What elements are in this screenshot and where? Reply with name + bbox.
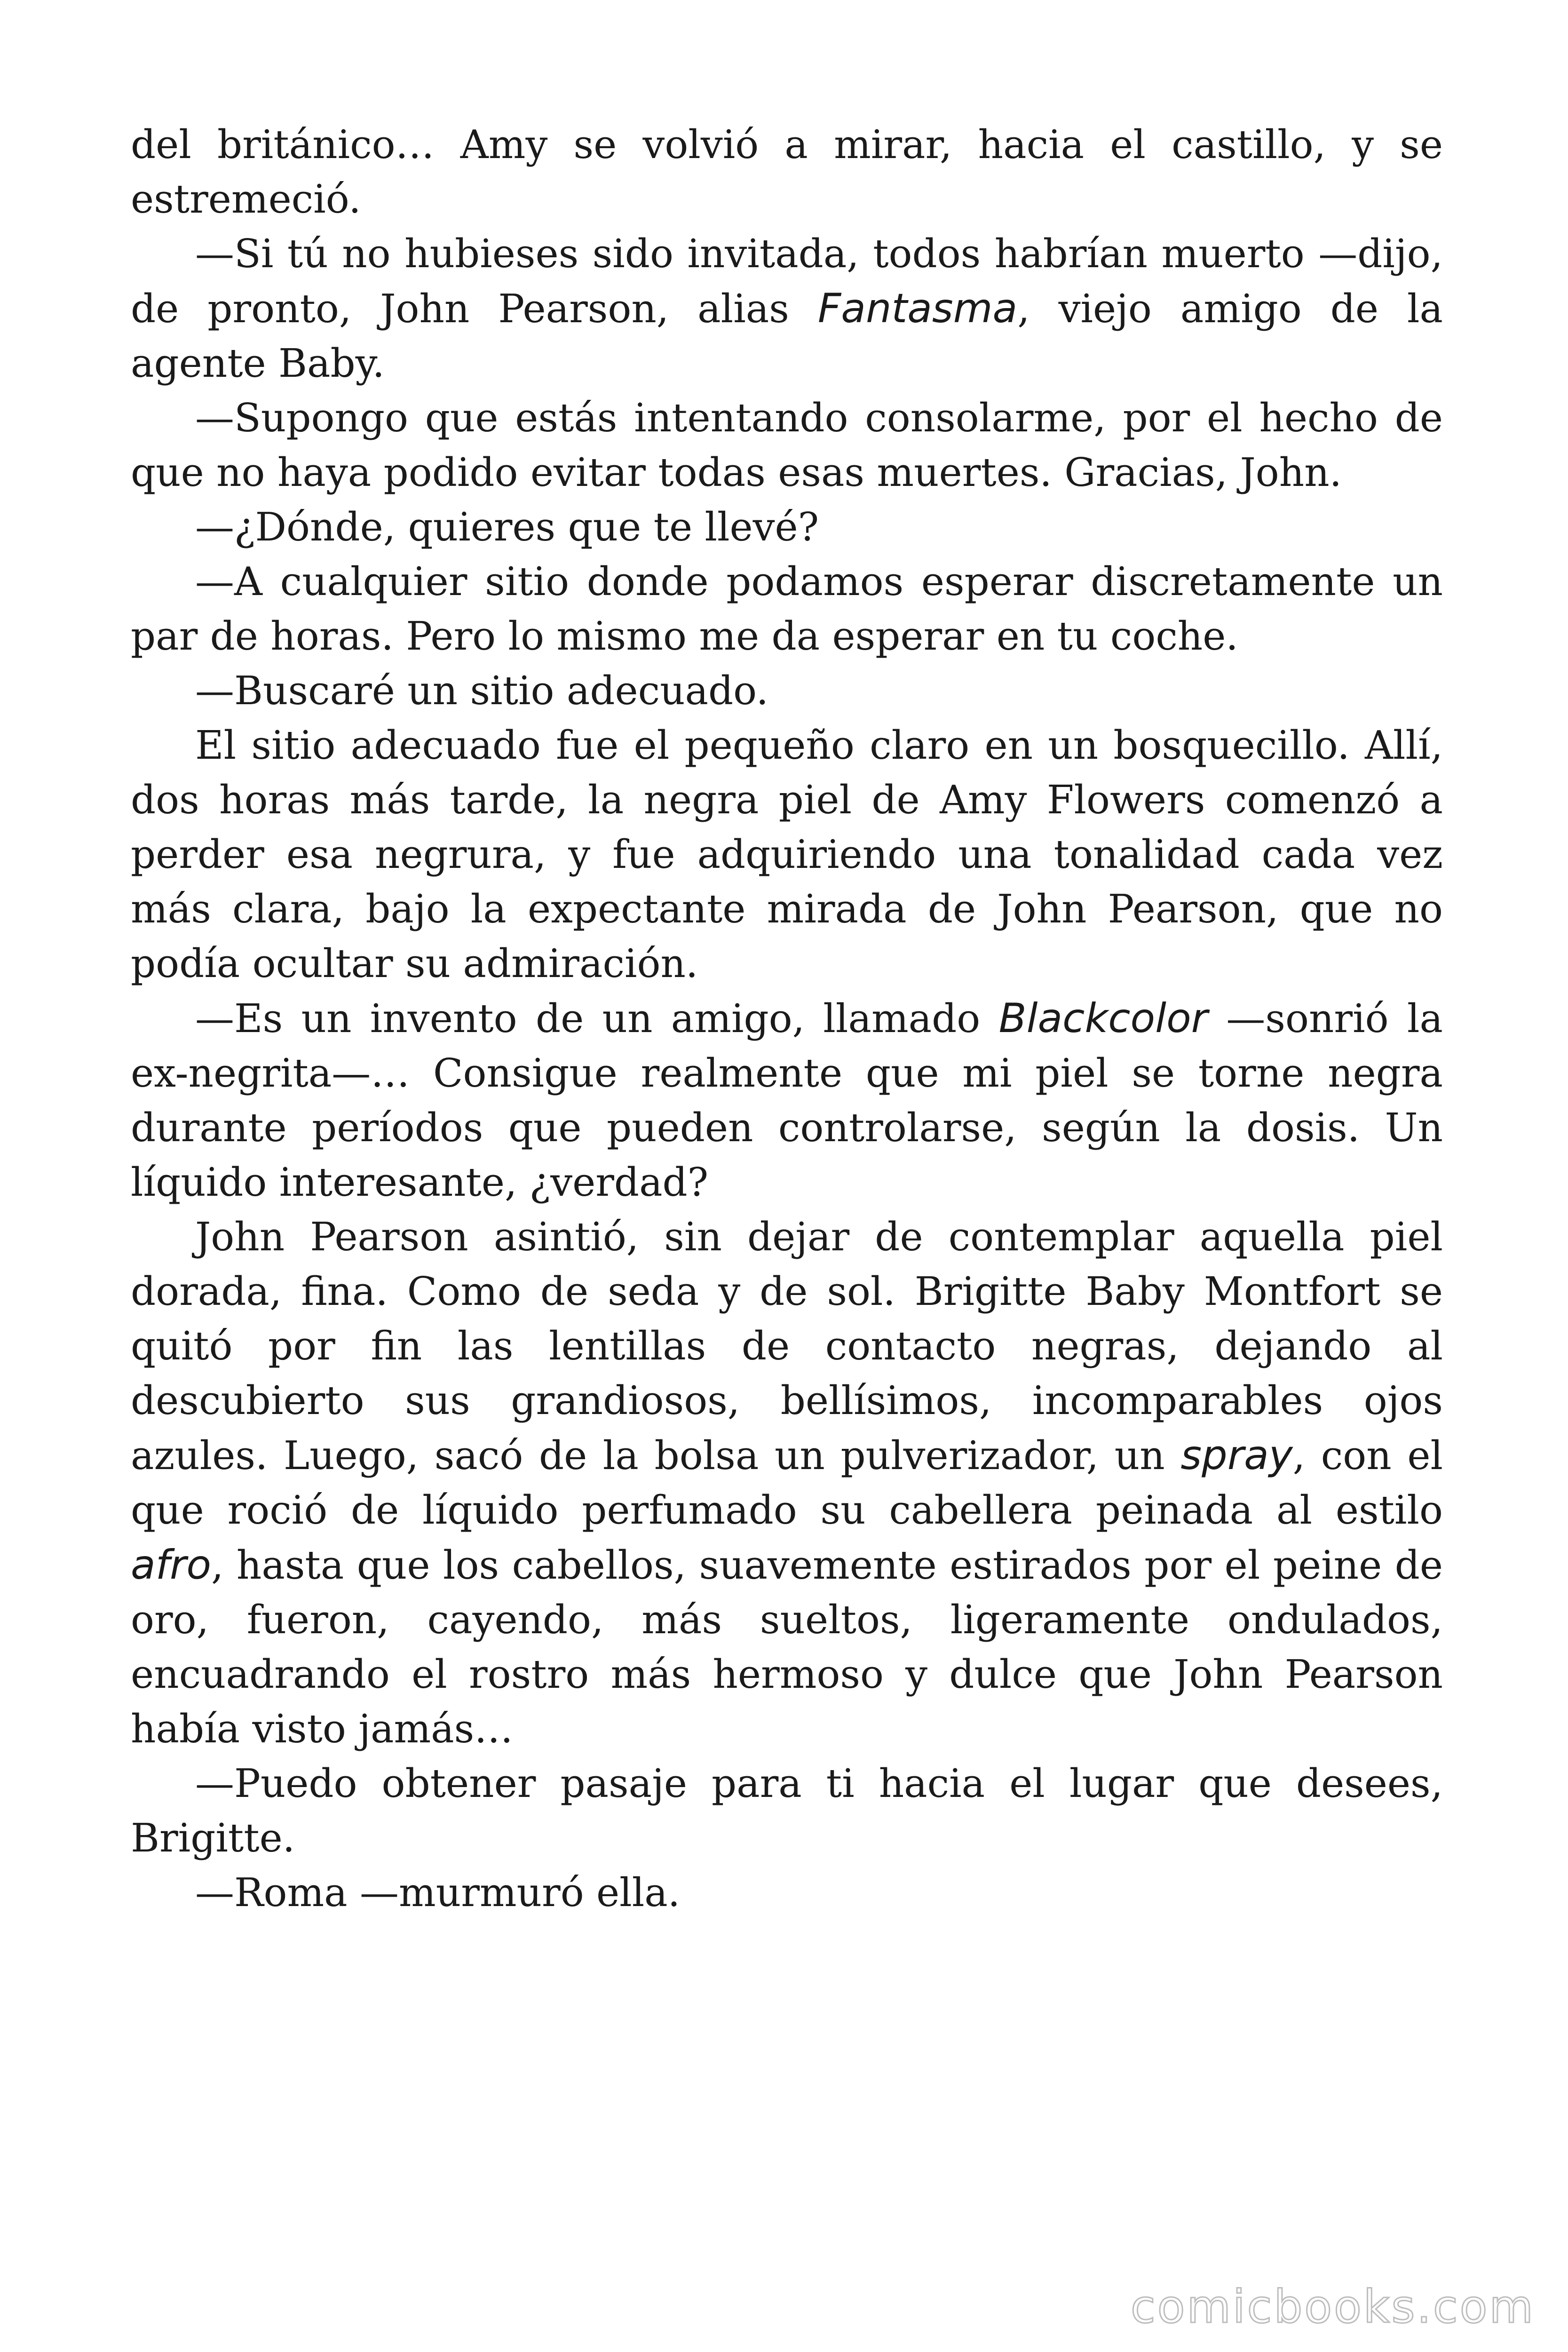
paragraph	[131, 555, 1443, 664]
text-run: —Es un invento de un amigo, llamado	[195, 996, 999, 1041]
text-run: , viejo amigo de la agente Baby.	[131, 286, 1443, 386]
text-run: , con el que roció de líquido perfumado su cabellera peinada al estilo	[131, 1433, 1443, 1533]
text-run: —A cualquier sitio donde podamos esperar discretamente un par de horas. Pero lo mismo me da esperar en tu coche.	[131, 559, 1443, 659]
paragraph	[131, 391, 1443, 500]
paragraph	[131, 718, 1443, 991]
text-run: —¿Dónde, quieres que te llevé?	[195, 504, 819, 550]
paragraph	[131, 227, 1443, 391]
italic-text-run: afro	[131, 1542, 211, 1589]
paragraph	[131, 1756, 1443, 1866]
paragraph	[131, 118, 1443, 227]
text-run: —Puedo obtener pasaje para ti hacia el lugar que desees, Brigitte.	[131, 1761, 1443, 1861]
document-body	[131, 118, 1443, 1920]
italic-text-run: spray	[1180, 1432, 1293, 1479]
text-run: John Pearson asintió, sin dejar de contemplar aquella piel dorada, fina. Como de seda y de sol. Brigitte Baby Montfort se quitó por fin las lentillas de contacto negras, dejando al descubierto sus grandiosos, bellísimos, incomparables ojos azules. Luego, sacó de la bolsa un pulverizador, un	[131, 1214, 1443, 1478]
italic-text-run: Blackcolor	[998, 995, 1208, 1042]
text-run: del británico… Amy se volvió a mirar, hacia el castillo, y se estremeció.	[131, 122, 1443, 222]
text-run: El sitio adecuado fue el pequeño claro en un bosquecillo. Allí, dos horas más tarde, la negra piel de Amy Flowers comenzó a perder esa negrura, y fue adquiriendo una tonalidad cada vez más clara, bajo la expectante mirada de John Pearson, que no podía ocultar su admiración.	[131, 723, 1443, 986]
watermark: comicbooks.com	[1130, 2280, 1535, 2333]
text-run: , hasta que los cabellos, suavemente estirados por el peine de oro, fueron, cayendo, más sueltos, ligeramente ondulados, encuadrando el rostro más hermoso y dulce que John Pearson había visto jamás…	[131, 1542, 1443, 1752]
paragraph	[131, 500, 1443, 555]
text-run: —Si tú no hubieses sido invitada, todos habrían muerto —dijo, de pronto, John Pearson, alias	[131, 231, 1443, 332]
text-run: —Supongo que estás intentando consolarme, por el hecho de que no haya podido evitar todas esas muertes. Gracias, John.	[131, 395, 1443, 495]
text-run: —Roma —murmuró ella.	[195, 1870, 681, 1915]
italic-text-run: Fantasma	[817, 285, 1018, 332]
text-run: —Buscaré un sitio adecuado.	[195, 668, 769, 714]
paragraph	[131, 1866, 1443, 1920]
paragraph	[131, 1210, 1443, 1756]
paragraph	[131, 664, 1443, 718]
paragraph	[131, 991, 1443, 1210]
text-run: —sonrió la ex-negrita—… Consigue realmente que mi piel se torne negra durante períodos que pueden controlarse, según la dosis. Un líquido interesante, ¿verdad?	[131, 996, 1443, 1205]
